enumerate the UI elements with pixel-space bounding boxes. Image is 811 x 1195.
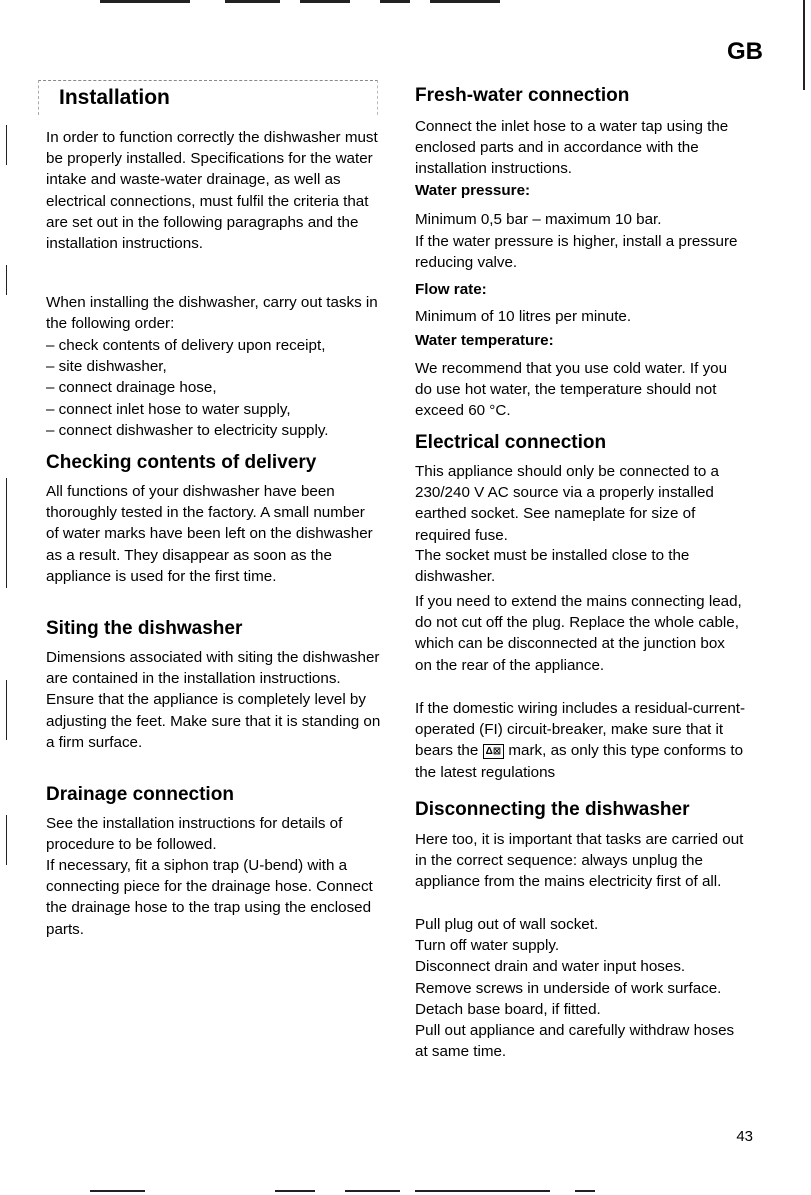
drainage-text-2: If necessary, fit a siphon trap (U-bend) with a connecting piece for the drainage hose. Connect the drainage hose to the trap using the enclosed parts. <box>46 857 373 938</box>
vde-mark-icon: Δ⊠ <box>483 744 505 759</box>
installation-title: Installation <box>59 86 170 109</box>
water-temperature-text: We recommend that you use cold water. If you do use hot water, the temperature should not exceed 60 °C. <box>415 360 728 420</box>
fresh-water-text: Connect the inlet hose to a water tap using the enclosed parts and in accordance with the installation instructions. <box>415 118 729 178</box>
installation-order-intro: When installing the dishwasher, carry out tasks in the following order: <box>46 294 378 333</box>
list-item: – check contents of delivery upon receipt, <box>46 335 384 356</box>
top-edge-mark-5 <box>430 0 500 3</box>
left-edge-mark-5 <box>6 815 7 865</box>
installation-intro: In order to function correctly the dishwasher must be properly installed. Specifications for the water intake and waste-water drainage, as well as electrical connections, must fulfil the criteria that are set out in the following paragraphs and the installation instructions. <box>46 129 378 253</box>
bottom-edge-mark-2 <box>275 1190 315 1192</box>
page-number: 43 <box>736 1128 753 1145</box>
water-pressure-text-2: If the water pressure is higher, install a pressure reducing valve. <box>415 233 738 272</box>
language-code: GB <box>727 38 763 65</box>
installation-steps-list <box>46 335 384 441</box>
electrical-title: Electrical connection <box>415 432 607 453</box>
left-edge-mark-3 <box>6 478 7 588</box>
checking-text: All functions of your dishwasher have been thoroughly tested in the factory. A small number of water marks have been left on the dishwasher as a result. They disappear as soon as the appliance is used for the first time. <box>46 483 373 585</box>
disconnecting-steps <box>415 914 745 1062</box>
flow-rate-text: Minimum of 10 litres per minute. <box>415 308 632 325</box>
siting-text: Dimensions associated with siting the dishwasher are contained in the installation instructions. Ensure that the appliance is completely level by adjusting the feet. Make sure that it is standing on a firm surface. <box>46 649 381 751</box>
electrical-text-1: This appliance should only be connected to a 230/240 V AC source via a properly installed earthed socket. See nameplate for size of required fuse. <box>415 463 719 544</box>
drainage-title: Drainage connection <box>46 784 234 805</box>
siting-title: Siting the dishwasher <box>46 618 243 639</box>
list-item: Remove screws in underside of work surface. Detach base board, if fitted. <box>415 979 722 1018</box>
electrical-text-4 <box>415 698 760 783</box>
list-item: Pull out appliance and carefully withdraw hoses at same time. <box>415 1022 735 1061</box>
electrical-text-4-end: mark, as only this type conforms to the latest regulations <box>415 742 744 781</box>
electrical-text-3: If you need to extend the mains connecting lead, do not cut off the plug. Replace the whole cable, which can be disconnected at the junction box on the rear of the appliance. <box>415 593 742 674</box>
water-pressure-text-1: Minimum 0,5 bar – maximum 10 bar. <box>415 211 662 228</box>
list-item: – site dishwasher, <box>46 356 384 377</box>
bottom-edge-mark-1 <box>90 1190 145 1192</box>
left-edge-mark-4 <box>6 680 7 740</box>
list-item: Turn off water supply. <box>415 937 560 955</box>
left-edge-mark-1 <box>6 125 7 165</box>
water-pressure-label: Water pressure: <box>415 182 531 199</box>
top-edge-mark-1 <box>100 0 190 3</box>
drainage-text-1: See the installation instructions for details of procedure to be followed. <box>46 815 343 854</box>
water-temperature-label: Water temperature: <box>415 332 554 349</box>
checking-title: Checking contents of delivery <box>46 452 317 473</box>
fresh-water-title: Fresh-water connection <box>415 85 630 106</box>
electrical-text-4-start: If the domestic wiring includes a residual-current-operated (FI) circuit-breaker, make sure that it bears the <box>415 700 746 760</box>
list-item: Pull plug out of wall socket. <box>415 916 599 933</box>
top-edge-mark-3 <box>300 0 350 3</box>
bottom-edge-mark-5 <box>575 1190 595 1192</box>
list-item: – connect inlet hose to water supply, <box>46 399 384 420</box>
top-edge-mark-2 <box>225 0 280 3</box>
disconnecting-title: Disconnecting the dishwasher <box>415 799 690 820</box>
list-item: – connect drainage hose, <box>46 377 384 398</box>
electrical-text-2: The socket must be installed close to the dishwasher. <box>415 547 690 586</box>
left-edge-mark-2 <box>6 265 7 295</box>
list-item: Disconnect drain and water input hoses. <box>415 958 686 976</box>
disconnecting-text: Here too, it is important that tasks are carried out in the correct sequence: always unplug the appliance from the mains electricity first of all. <box>415 831 744 891</box>
top-edge-mark-4 <box>380 0 410 3</box>
flow-rate-label: Flow rate: <box>415 281 487 298</box>
bottom-edge-mark-3 <box>345 1190 400 1192</box>
bottom-edge-mark-4 <box>415 1190 550 1192</box>
right-edge-mark <box>803 0 805 90</box>
list-item: – connect dishwasher to electricity supply. <box>46 420 384 441</box>
